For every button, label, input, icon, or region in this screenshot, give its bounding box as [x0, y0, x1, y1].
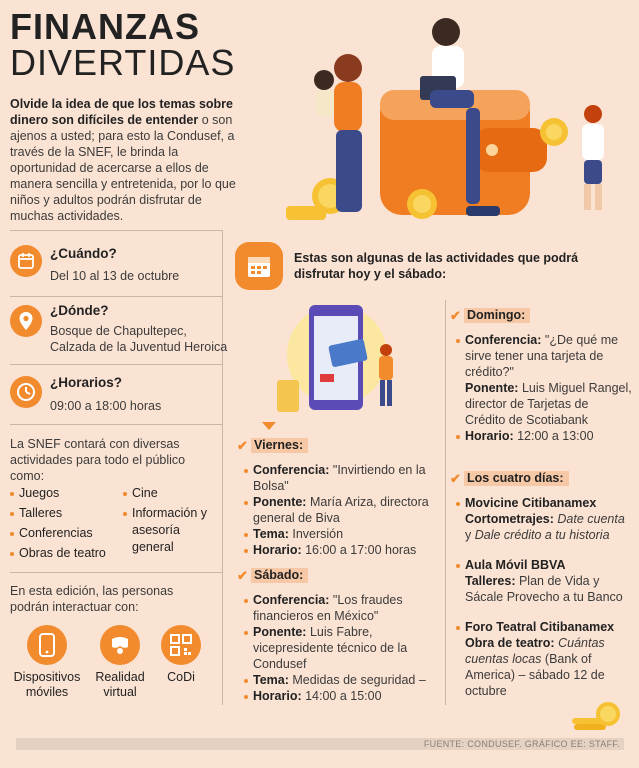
list-item: Ponente: Luis Miguel Rangel, director de Tarjetas de Crédito de Scotiabank — [465, 381, 632, 427]
list-item: Tema: Medidas de seguridad – — [244, 672, 439, 688]
phone-payment-illustration — [262, 300, 412, 425]
list-item: Horario: 14:00 a 15:00 — [244, 688, 439, 704]
coins-icon — [568, 700, 622, 734]
list-item: Conferencia: "¿De qué me sirve tener una tarjeta de crédito?" — [456, 332, 632, 380]
list-item: Horario: 12:00 a 13:00 — [456, 428, 632, 444]
where-question: ¿Dónde? — [50, 303, 109, 318]
intro-bold: Olvide la idea de que los temas sobre dinero son difíciles de entender — [10, 97, 233, 127]
day-header-domingo — [450, 307, 530, 324]
feature-label-vr: Realidad virtual — [95, 670, 145, 699]
list-item: Conferencia: "Los fraudes financieros en México" — [244, 592, 439, 624]
intro-rest: o son ajenos a usted; para esto la Condusef, a través de la SNEF, le brinda la oportunidad de acercarse a ellos de manera sencilla y entretenida, por lo que niños y adultos podrán disfrutar de muchas actividades. — [10, 113, 236, 223]
feature-label-mobile: Dispositivos móviles — [13, 670, 81, 699]
list-item: Conferencias — [10, 525, 120, 542]
mobile-phone-icon — [27, 625, 67, 665]
checkmark-icon: ✔ — [450, 470, 461, 486]
viernes-details — [244, 462, 439, 558]
list-item: Horario: 16:00 a 17:00 horas — [244, 542, 439, 558]
list-item: Ponente: María Ariza, directora general de Biva — [244, 494, 439, 526]
list-item: Talleres: Plan de Vida y Sácale Provecho a tu Banco — [465, 574, 623, 604]
list-item: Cine — [123, 485, 218, 502]
where-answer-line-2: Calzada de la Juventud Heroica — [50, 340, 228, 354]
day-header-cuatro-dias — [450, 470, 569, 487]
checkmark-icon: ✔ — [450, 307, 461, 323]
title-line-1: FINANZAS — [10, 6, 200, 47]
day-header-sabado — [237, 567, 308, 584]
where-answer-line-1: Bosque de Chapultepec, — [50, 324, 187, 338]
when-answer: Del 10 al 13 de octubre — [50, 269, 180, 283]
list-item: Obras de teatro — [10, 545, 120, 562]
cuatro-dias-details — [456, 495, 632, 699]
activities-list-left — [10, 485, 120, 562]
activities-list-right — [123, 485, 218, 556]
divider — [10, 364, 222, 365]
pointer-triangle — [262, 422, 276, 430]
day-header-viernes — [237, 437, 308, 454]
list-item: Foro Teatral Citibanamex — [456, 619, 632, 635]
column-divider-right — [445, 300, 446, 705]
list-item: Talleres — [10, 505, 120, 522]
location-pin-icon — [10, 305, 42, 337]
list-item: Obra de teatro: Cuántas cuentas locas (Bank of America) – sábado 12 de octubre — [465, 636, 605, 698]
divider — [10, 424, 222, 425]
list-item: Tema: Inversión — [244, 526, 439, 542]
when-question: ¿Cuándo? — [50, 246, 117, 261]
day-label: Sábado: — [251, 568, 308, 583]
day-label: Los cuatro días: — [464, 471, 569, 486]
activities-heading: Estas son algunas de las actividades que podrá disfrutar hoy y el sábado: — [294, 251, 579, 281]
list-item: Ponente: Luis Fabre, vicepresidente técnico de la Condusef — [244, 624, 439, 672]
list-item: Aula Móvil BBVA — [456, 557, 632, 573]
family-wallet-illustration — [270, 10, 635, 230]
checkmark-icon: ✔ — [237, 437, 248, 453]
title-line-2: DIVERTIDAS — [10, 42, 236, 83]
list-item: Juegos — [10, 485, 120, 502]
divider — [10, 230, 222, 231]
calendar-icon — [10, 245, 42, 277]
checkmark-icon: ✔ — [237, 567, 248, 583]
domingo-details — [456, 332, 632, 444]
snef-text: La SNEF contará con diversas actividades para todo el público como: — [10, 437, 186, 483]
calendar-large-icon — [235, 242, 283, 290]
intro-paragraph — [10, 96, 242, 224]
day-label: Domingo: — [464, 308, 530, 323]
divider — [10, 572, 222, 573]
day-label: Viernes: — [251, 438, 308, 453]
qr-code-icon — [161, 625, 201, 665]
source-footer: FUENTE: CONDUSEF. GRÁFICO EE: STAFF. — [16, 738, 624, 750]
sabado-details — [244, 592, 439, 704]
clock-icon — [10, 376, 42, 408]
column-divider — [222, 230, 223, 705]
list-item: Información y asesoría general — [123, 505, 218, 556]
hours-answer: 09:00 a 18:00 horas — [50, 399, 162, 413]
edition-text: En esta edición, las personas podrán interactuar con: — [10, 584, 174, 614]
list-item: Movicine Citibanamex — [456, 495, 632, 511]
hours-question: ¿Horarios? — [50, 375, 123, 390]
feature-label-codi: CoDi — [167, 670, 195, 684]
divider — [10, 296, 222, 297]
list-item: Cortometrajes: Date cuenta y Dale crédito a tu historia — [465, 512, 625, 542]
vr-headset-icon — [100, 625, 140, 665]
list-item: Conferencia: "Invirtiendo en la Bolsa" — [244, 462, 439, 494]
